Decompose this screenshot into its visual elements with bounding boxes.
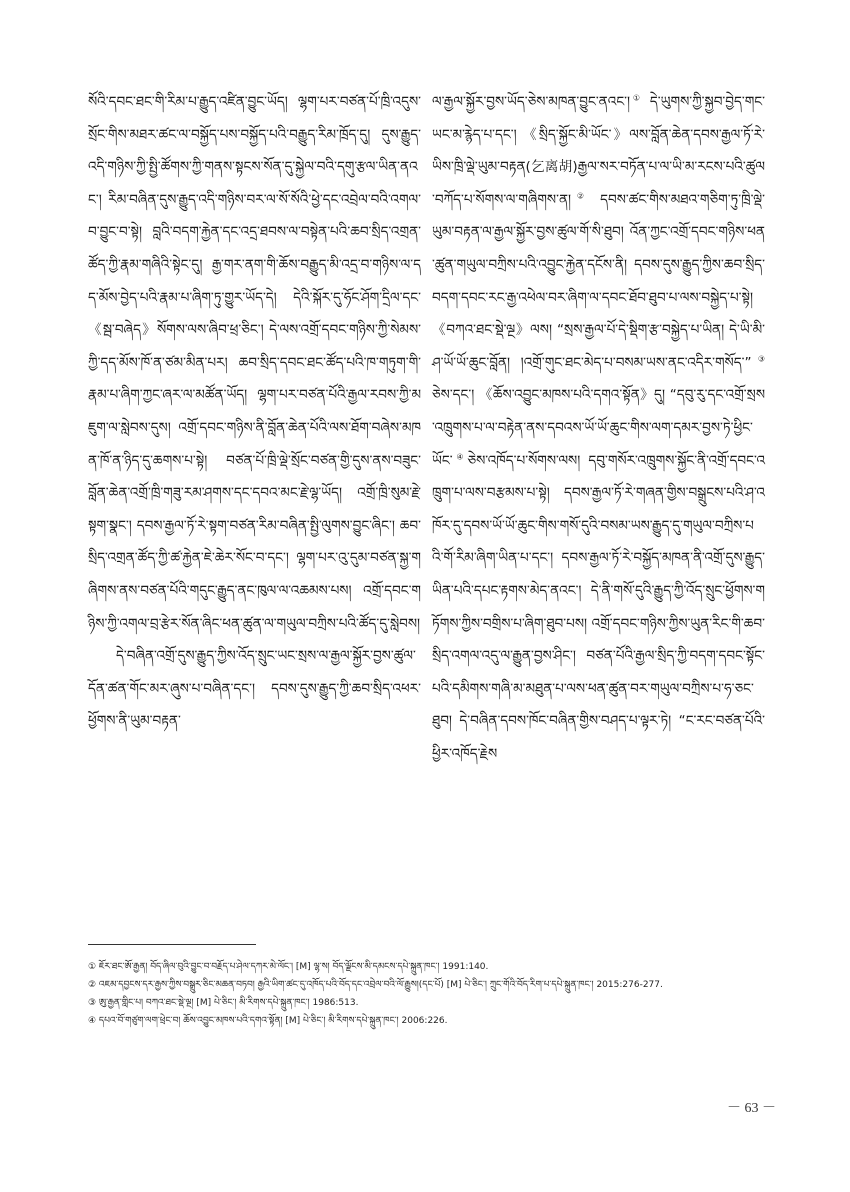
right-text-b: དེ་ཡུགས་ཀྱི་སྐྱབ་བྱེད་གང་ཡང་མ་རྙེད་པ་དང་། 《སྲིད་སྐྱོང་མི་ཡོང་》ལས་བློན་ཆེན་དབས་རྒྱལ་ཏོ་རེ་ཡིས་ཁྲི་ལྡེ་ཡུམ་བརྟན(乞离胡)རྒྱལ་སར་བཏོན་པ་ལ་ཡི་མ་རངས་པའི་ཚུལ་བཀོད་པ་སོགས་ལ་གཞིགས་ན། — [432, 94, 765, 208]
footnote-3: ③ ཨུ་རྒྱན་གླིང་པ། བཀའ་ཐང་སྡེ་ལྔ། [M] པེ་ཅིང་། མི་རིགས་དཔེ་སྐྲུན་ཁང་། 1986:513. — [88, 998, 359, 1008]
right-paragraph-1 — [432, 86, 765, 770]
left-column — [88, 86, 421, 738]
left-paragraph-1: སོའི་དབང་ཐང་གི་རིམ་པ་རྒྱུད་འཛིན་བྱུང་ཡོད། ལྷག་པར་བཙན་པོ་ཁྲི་འདུས་སྲོང་གིས་མཐར་ཚང་ལ་བསྐྱོད་པས་བསྐྱོད་པའི་བརྒྱུད་རིམ་ཁྲོད་དུ། དུས་རྒྱུད་འདི་གཉིས་ཀྱི་སྤྱི་ཚོགས་ཀྱི་གནས་སྟངས་སོན་དུ་སྐྱེལ་བའི་དགུ་རྩལ་ཡིན་ནའང་། རིམ་བཞིན་དུས་རྒྱུད་འདི་གཉིས་བར་ལ་སོ་སོའི་ཕྱེ་དང་འབྲེལ་བའི་འགལ་བ་བྱུང་བ་སྟེ། བླའི་བདག་རྐྱེན་དང་འདྲ་ཐབས་ལ་བསྟེན་པའི་ཆབ་སྲིད་འགྲན་ཚོད་ཀྱི་རྣམ་གཞིའི་སྟེང་དུ། རྒྱ་གར་ནག་གི་ཆོས་བརྒྱུད་མི་འདྲ་བ་གཉིས་ལ་དད་མོས་བྱེད་པའི་རྣམ་པ་ཞིག་ཏུ་གྱུར་ཡོད་དེ། དེའི་སྐོར་དུ་ཧོང་ཤོག་དྲིལ་དང་《སྦ་བཞེད》སོགས་ལས་ཞིབ་ཕྲ་ཅིང་། དེ་ལས་འགྲོ་དབང་གཉིས་ཀྱི་སེམས་ཀྱི་དད་མོས་ཁོ་ན་ཙམ་མིན་པར། ཆབ་སྲིད་དབང་ཐང་ཚོད་པའི་ཁ་གཏུག་གི་རྣམ་པ་ཞིག་ཀྱང་ཞར་ལ་མཚོན་ཡོད། ལྷག་པར་བཙན་པོའི་རྒྱལ་རབས་ཀྱི་མཇུག་ལ་སླེབས་དུས། འགྲོ་དབང་གཉིས་ནི་བློན་ཆེན་པོའི་ལས་ཐོག་བཞེས་མཁན་ཁོ་ན་ཉིད་དུ་ཆགས་པ་སྟེ། བཙན་པོ་ཁྲི་ལྡེ་སྲོང་བཙན་གྱི་དུས་ནས་བཟུང་བློན་ཆེན་འགྲོ་ཁྲི་གཟུ་རམ་ཤགས་དང་དབའ་མང་རྗེ་ལྷ་ཡོད། འགྲོ་ཁྲི་སུམ་རྗེ་སྟག་སྣང་། དབས་རྒྱལ་ཏོ་རེ་སྟག་བཙན་རིམ་བཞིན་སྤྱི་ལུགས་བྱུང་ཞིང་། ཆབ་སྲིད་འགྲན་ཚོད་ཀྱི་ཚ་རྐྱེན་ཇེ་ཆེར་སོང་བ་དང་། ལྷག་པར་འུ་དུམ་བཙན་སྐྱ་གཞིགས་ནས་བཙན་པོའི་གདུང་རྒྱུད་ནང་ཁུལ་ལ་འཆམས་པས། འགྲོ་དབང་གཉིས་ཀྱི་འགལ་བྲ་རྩེར་སོན་ཞིང་ཕན་ཚུན་ལ་གཡུལ་བཀྲིས་པའི་ཚོད་དུ་སླེབས། — [88, 94, 421, 632]
footnote-ref-4: ④ — [452, 452, 468, 461]
right-text-e: ཅེས་འཁོད་པ་སོགས་ལས། དབུ་གསོར་འཁྲུགས་སྐྱོང་ནི་འགྲོ་དབང་འཁྲུག་པ་ལས་བརྩམས་པ་སྟེ། དབས་རྒྱལ་ཏོ་རེ་གཞན་གྱིས་བསྒྲུངས་པའི་ཤ་འཁོར་དུ་དབས་ཡོ་ཡོ་ཆུང་གིས་གསོ་དུའི་བསམ་ཡས་རྒྱུད་དུ་གཡུལ་བཀྲིས་པའི་གོ་རིམ་ཞིག་ཡིན་པ་དང་། དབས་རྒྱལ་ཏོ་རེ་བསྐྱོད་མཁན་ནི་འགྲོ་དུས་རྒྱུད་ཡིན་པའི་དཔང་རྟགས་མེད་ནའང་། དེ་ནི་གསོ་དུའི་རྒྱུད་ཀྱི་འོད་སྲུང་ཕྱོགས་གཏོགས་ཀྱིས་བགྲིས་པ་ཞིག་ཐུབ་པས། འགྲོ་དབང་གཉིས་ཀྱིས་ཡུན་རིང་གི་ཆབ་སྲིད་འགལ་འདུ་ལ་རྒྱུན་བྱས་ཤིང་། བཙན་པོའི་རྒྱལ་སྲིད་ཀྱི་བདག་དབང་སྟོང་པའི་དམིགས་གཞི་མ་མཐུན་པ་ལས་ཕན་ཚུན་བར་གཡུལ་བཀྲིས་པ་ཧ་ཅང་ཐུབ། དེ་བཞིན་དབས་ཁོང་བཞིན་གྱིས་བཤད་པ་ལྟར་ཏེ། “ང་རང་བཙན་པོའི་ཕྱིར་འཁོད་རྗེས — [432, 452, 766, 762]
footnote-rule — [88, 944, 256, 945]
left-paragraph-2: དེ་བཞིན་འགྲོ་དུས་རྒྱུད་ཀྱིས་འོད་སྲུང་ཡང་སྲས་ལ་རྒྱལ་སྐྱོར་བྱས་ཚུལ་དོན་ཚན་གོང་མར་ཞུས་པ་བཞིན་དང་། དབས་དུས་རྒྱུད་ཀྱི་ཆབ་སྲིད་འཕར་ཕྱོགས་ནི་ཡུམ་བརྟན་ — [88, 648, 421, 730]
right-column — [432, 86, 765, 770]
footnote-ref-2: ② — [571, 191, 590, 201]
footnote-1: ① ཇོར་ཐང་ཨོ་རྒྱན། བོད་ཞིལ་བུའི་བྱུང་བ་བརྗོད་པ་ཤེལ་དཀར་མེ་ལོང་། [M] ལྷ་ས། བོད་ལྗོངས་མི་དམངས་དཔེ་སྐྲུན་ཁང་། 1991:140. — [88, 962, 489, 972]
footnote-2: ② འཇམ་དབྱངས་དར་རྒྱས་ཀྱིས་བསྒྲུར་ཅིང་མཆན་བཏབ། རྒྱའི་ཡིག་ཚང་དུ་འཁོད་པའི་བོད་དང་འབྲེལ་བའི་ལོ་རྒྱུས།(དང་པོ) [M] པེ་ཅིང་། ཀྲུང་གོའི་བོད་རིག་པ་དཔེ་སྐྲུན་ཁང་། 2015:276-277. — [88, 980, 663, 990]
page-number: － 63 － — [727, 1101, 776, 1116]
footnote-4: ④ དཔའ་བོ་གཙུག་ལག་ཕྲེང་བ། ཆོས་འབྱུང་མཁས་པའི་དགའ་སྟོན། [M] པེ་ཅིང་། མི་རིགས་དཔེ་སྐྲུན་ཁང་། 2006:226. — [88, 1016, 448, 1026]
footnote-ref-1: ① — [630, 93, 643, 103]
right-text-d: ཅེས་དང་། 《ཆོས་འབྱུང་མཁས་པའི་དགའ་སྟོན》དུ། “དབུ་རུ་དང་འགྲོ་སྲས་འཁྲུགས་པ་ལ་བརྟེན་ནས་དབའས་ཡོ་ཡོ་ཆུང་གིས་ལག་དམར་བྱས་ཏེ་ཕྱིང་ཡོང་ — [432, 387, 765, 469]
right-text-c: དབས་ཚང་གིས་མཐའ་གཅིག་ཏུ་ཁྲི་ལྡེ་ཡུམ་བརྟན་ལ་རྒྱལ་སྐྱོར་བྱས་ཚུལ་གོ་སི་ཐུབ། འོན་ཀྱང་འགྲོ་དབང་གཉིས་ཕན་ཚུན་གཡུལ་བཀྲིས་པའི་འབྱུང་རྐྱེན་དངོས་ནི། དབས་དུས་རྒྱུད་ཀྱིས་ཆབ་སྲིད་བདག་དབང་རང་རྒྱ་འཕེལ་བར་ཞིག་ལ་དབང་ཐོབ་ཐུབ་པ་ལས་བསྐྱེད་པ་སྟེ། 《བཀའ་ཐང་སྡེ་ལྔ》ལས། “སྲས་རྒྱལ་པོ་དེ་སྡིག་རྩ་བསྐྱེད་པ་ཡིན། དེ་ཡི་མི་ཤ་ཡོ་ཡོ་ཆུང་བློན། །འགྲོ་གུང་ཐང་མེད་པ་བསམ་ཡས་ནང་འདིར་གསོད་” — [432, 191, 765, 371]
footnotes — [88, 958, 768, 1030]
footnote-ref-3: ③ — [751, 354, 766, 364]
right-text-a: ལ་རྒྱལ་སྐྱོར་བྱས་ཡོད་ཅེས་མཁན་བྱུང་ནའང་། — [432, 94, 631, 110]
